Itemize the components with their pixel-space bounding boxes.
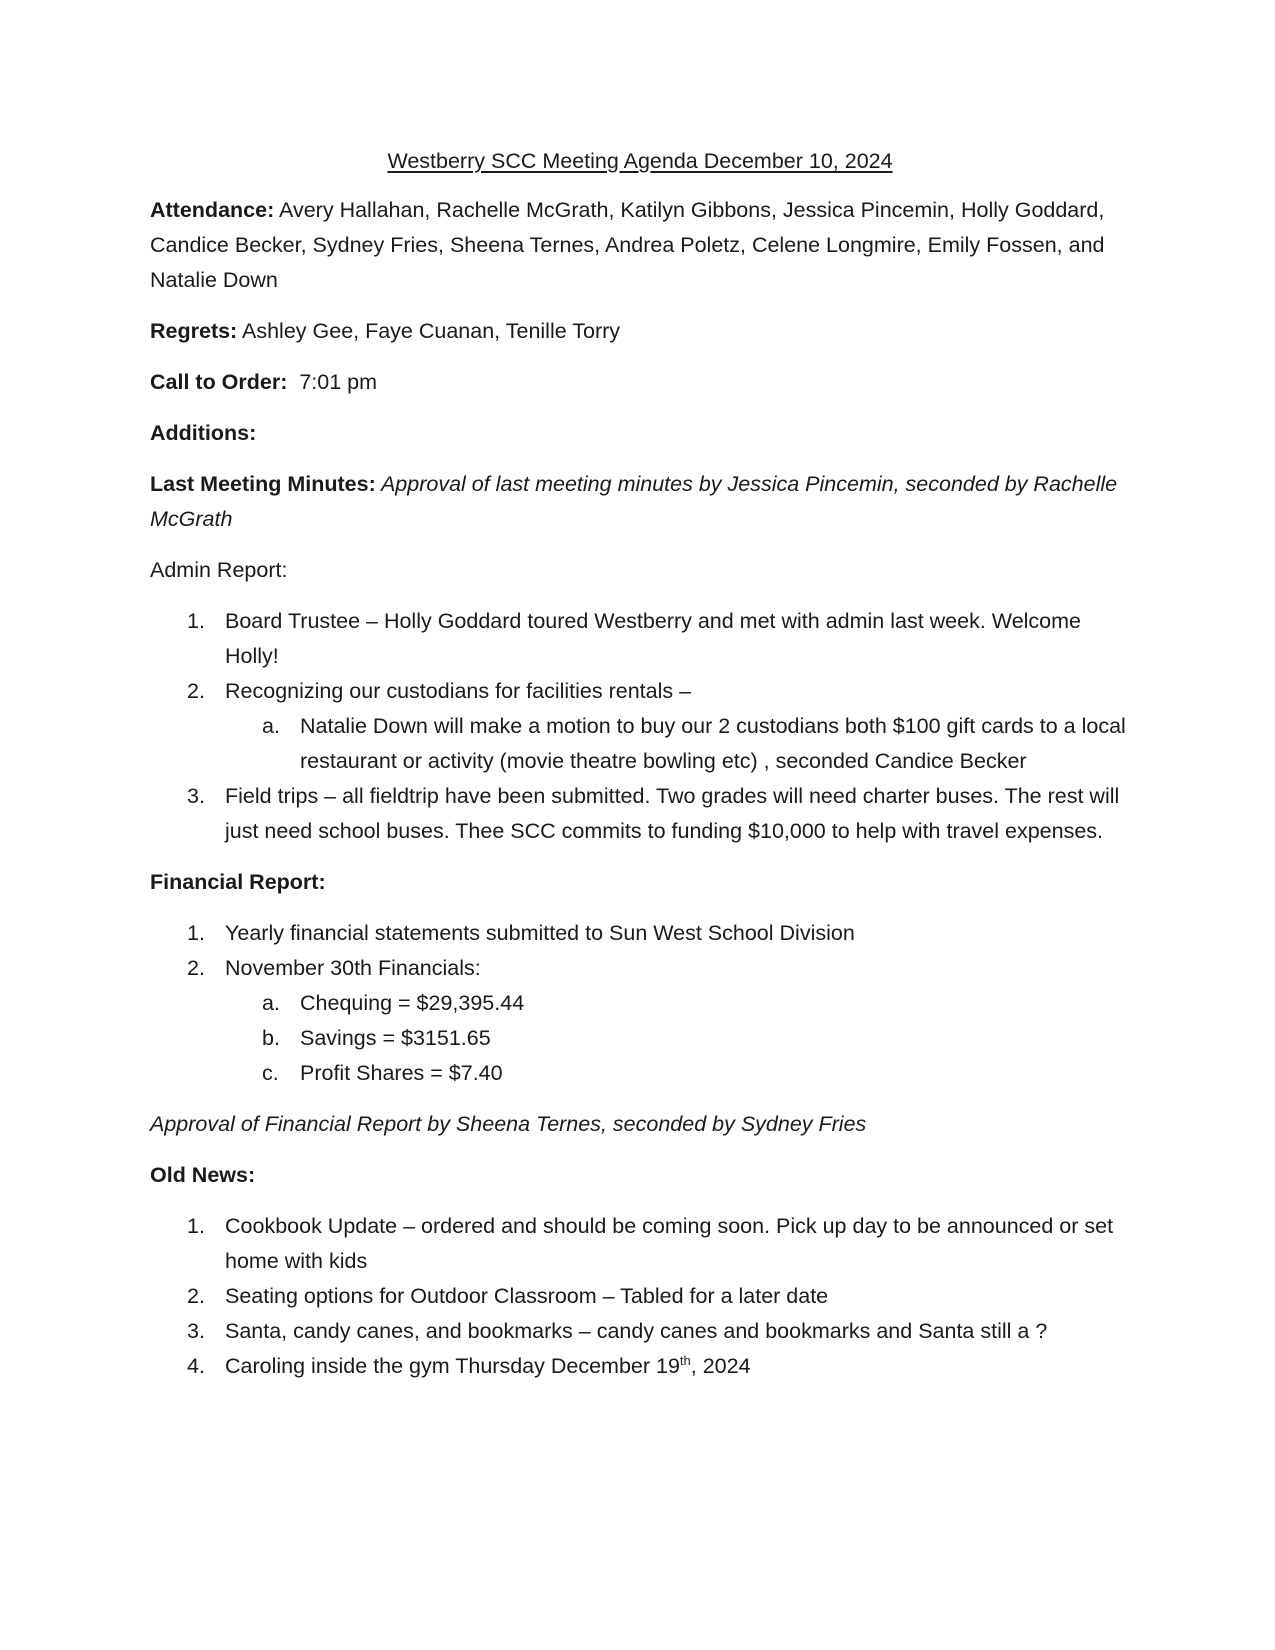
additions-label: Additions: (150, 421, 257, 445)
attendance-section (150, 193, 1130, 298)
list-item (150, 1349, 1130, 1384)
savings-balance: Savings = $3151.65 (300, 1026, 491, 1050)
list-number: 4. (187, 1354, 205, 1378)
list-item (150, 1021, 1130, 1056)
list-item (150, 779, 1130, 849)
list-text: Seating options for Outdoor Classroom – Tabled for a later date (225, 1284, 829, 1308)
regrets-section (150, 314, 1130, 349)
call-to-order-section (150, 365, 1130, 400)
regrets-label: Regrets: (150, 319, 238, 343)
list-item (150, 604, 1130, 674)
admin-report-heading: Admin Report: (150, 558, 288, 582)
list-item (150, 1279, 1130, 1314)
list-item (150, 1056, 1130, 1091)
list-item (150, 986, 1130, 1021)
call-to-order-text: 7:01 pm (287, 370, 378, 394)
list-letter: a. (262, 714, 280, 738)
attendance-label: Attendance: (150, 198, 275, 222)
old-news-list (150, 1209, 1130, 1384)
last-meeting-label: Last Meeting Minutes: (150, 472, 376, 496)
admin-report-sublist (225, 709, 1130, 779)
list-text: Natalie Down will make a motion to buy our 2 custodians both $100 gift cards to a local restaurant or activity (movie theatre bowling etc) , seconded Candice Becker (300, 714, 1126, 773)
list-letter: a. (262, 991, 280, 1015)
list-number: 2. (187, 1284, 205, 1308)
list-letter: b. (262, 1026, 280, 1050)
admin-report-list (150, 604, 1130, 849)
list-letter: c. (262, 1061, 279, 1085)
regrets-text: Ashley Gee, Faye Cuanan, Tenille Torry (237, 319, 621, 343)
list-item (150, 916, 1130, 951)
chequing-balance: Chequing = $29,395.44 (300, 991, 525, 1015)
list-number: 1. (187, 921, 205, 945)
list-number: 3. (187, 784, 205, 808)
list-item (150, 1209, 1130, 1279)
list-item (150, 709, 1130, 779)
list-number: 2. (187, 956, 205, 980)
list-text: Recognizing our custodians for facilities rentals – (225, 679, 692, 703)
superscript: th (679, 1352, 691, 1368)
list-number: 2. (187, 679, 205, 703)
list-text: Field trips – all fieldtrip have been submitted. Two grades will need charter buses. The rest will just need school buses. Thee SCC commits to funding $10,000 to help with travel expenses. (225, 784, 1120, 843)
financials-sublist (225, 986, 1130, 1091)
list-text: Board Trustee – Holly Goddard toured Westberry and met with admin last week. Welcome Holly! (225, 609, 1082, 668)
document-page (150, 144, 1130, 1400)
list-text: Caroling inside the gym Thursday December 19 (225, 1354, 680, 1378)
list-item (150, 674, 1130, 779)
list-text: , 2024 (690, 1354, 751, 1378)
list-number: 3. (187, 1319, 205, 1343)
additions-section (150, 416, 1130, 451)
attendance-text: Avery Hallahan, Rachelle McGrath, Katilyn Gibbons, Jessica Pincemin, Holly Goddard, Candice Becker, Sydney Fries, Sheena Ternes, Andrea Poletz, Celene Longmire, Emily Fossen, and Natalie Down (150, 198, 1105, 292)
last-meeting-text: Approval of last meeting minutes by Jessica Pincemin, seconded by Rachelle McGrath (150, 472, 1118, 531)
list-item (150, 1314, 1130, 1349)
profit-shares-balance: Profit Shares = $7.40 (300, 1061, 503, 1085)
financial-report-heading: Financial Report: (150, 870, 326, 894)
list-text: November 30th Financials: (225, 956, 481, 980)
list-text: Yearly financial statements submitted to Sun West School Division (225, 921, 855, 945)
financial-approval: Approval of Financial Report by Sheena Ternes, seconded by Sydney Fries (150, 1112, 867, 1136)
list-number: 1. (187, 609, 205, 633)
list-text: Cookbook Update – ordered and should be coming soon. Pick up day to be announced or set home with kids (225, 1214, 1114, 1273)
document-title: Westberry SCC Meeting Agenda December 10, 2024 (387, 149, 893, 173)
list-text: Santa, candy canes, and bookmarks – candy canes and bookmarks and Santa still a ? (225, 1319, 1048, 1343)
financial-report-list (150, 916, 1130, 1091)
old-news-heading: Old News: (150, 1163, 256, 1187)
call-to-order-label: Call to Order: (150, 370, 288, 394)
last-meeting-section (150, 467, 1130, 537)
list-number: 1. (187, 1214, 205, 1238)
list-item (150, 951, 1130, 1091)
